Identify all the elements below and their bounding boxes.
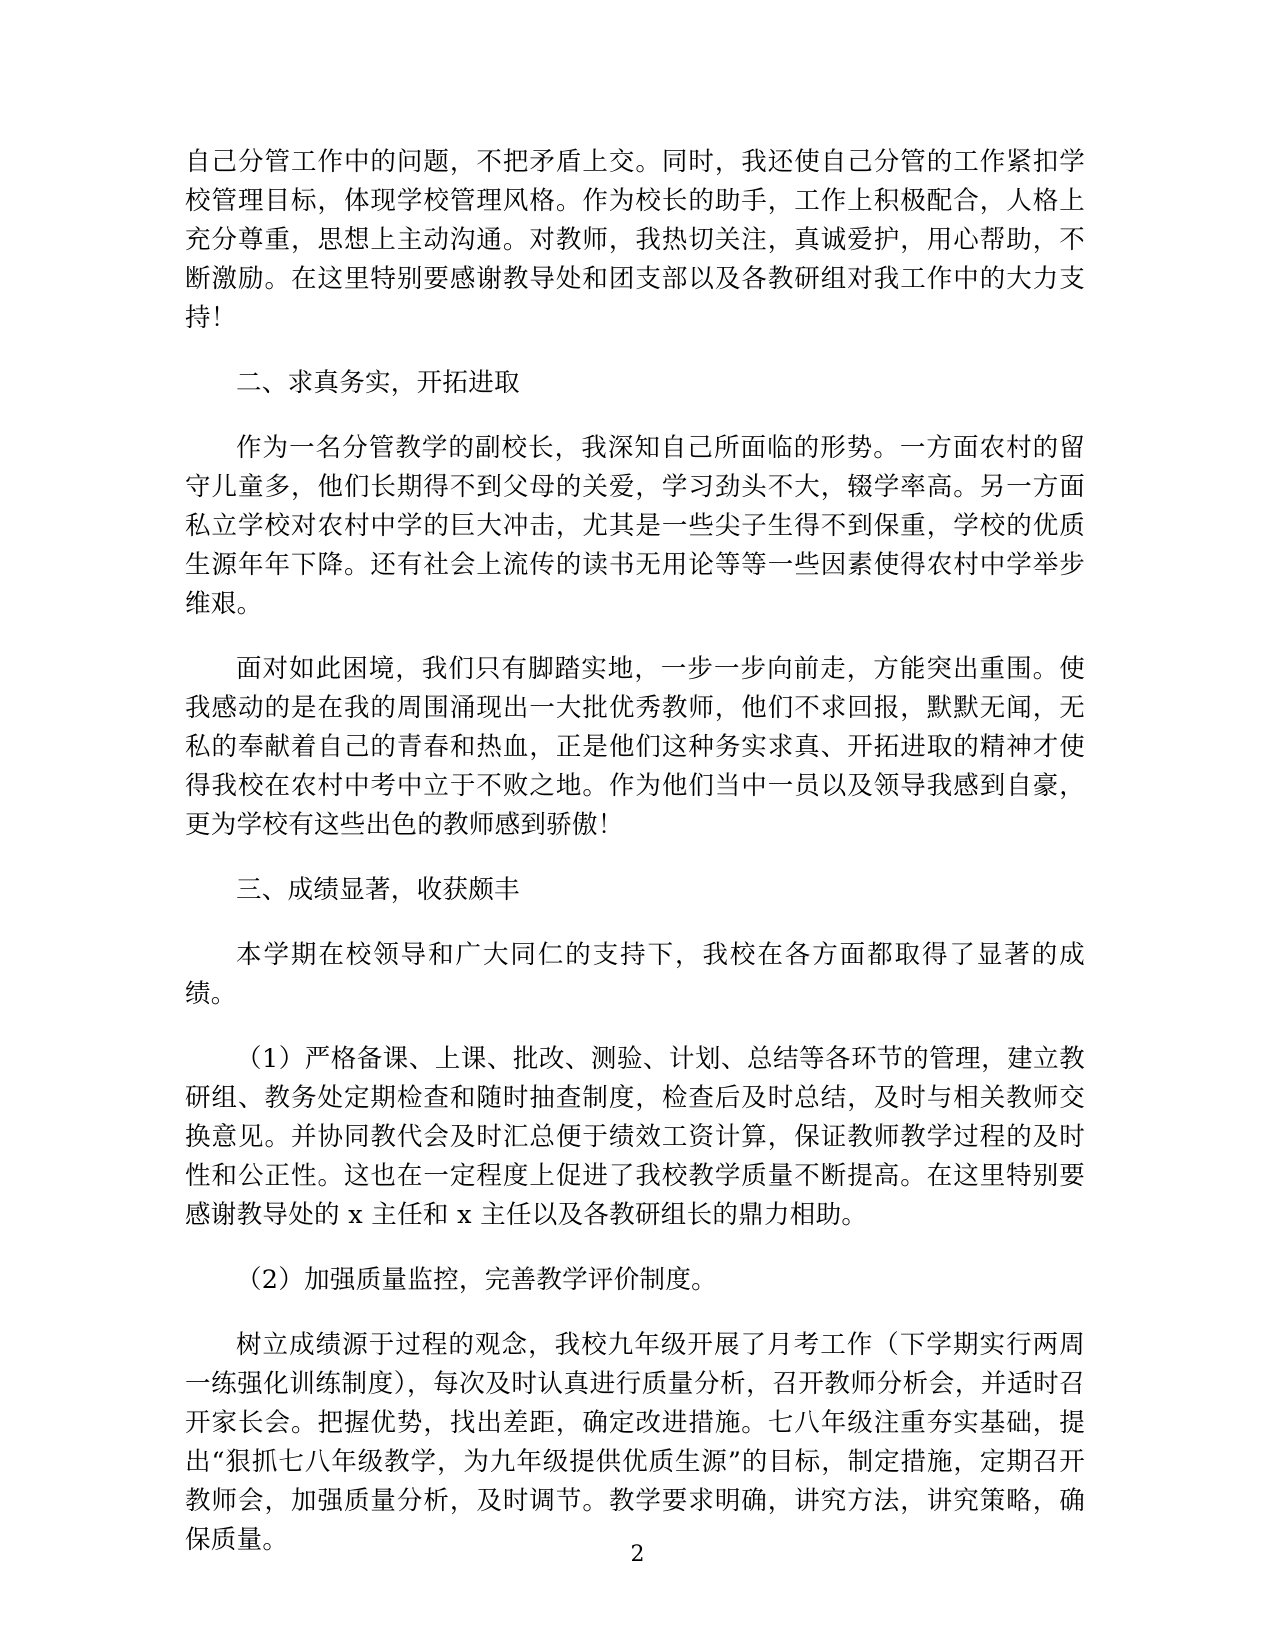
paragraph: 本学期在校领导和广大同仁的支持下，我校在各方面都取得了显著的成绩。 — [185, 940, 1085, 1009]
section-heading-3: 三、成绩显著，收获颇丰 — [236, 875, 520, 905]
paragraph: 面对如此困境，我们只有脚踏实地，一步一步向前走，方能突出重围。使我感动的是在我的周围涌现出一大批优秀教师，他们不求回报，默默无闻，无私的奉献着自己的青春和热血，正是他们这种务实求真、开拓进取的精神才使得我校在农村中考中立于不败之地。作为他们当中一员以及领导我感到自豪，更为学校有这些出色的教师感到骄傲！ — [185, 654, 1085, 840]
paragraph-item-1: （1）严格备课、上课、批改、测验、计划、总结等各环节的管理，建立教研组、教务处定期检查和随时抽查制度，检查后及时总结，及时与相关教师交换意见。并协同教代会及时汇总便于绩效工资计算，保证教师教学过程的及时性和公正性。这也在一定程度上促进了我校教学质量不断提高。在这里特别要感谢教导处的 x 主任和 x 主任以及各教研组长的鼎力相助。 — [185, 1044, 1085, 1230]
page-number: 2 — [630, 1542, 645, 1567]
paragraph: 作为一名分管教学的副校长，我深知自己所面临的形势。一方面农村的留守儿童多，他们长期得不到父母的关爱，学习劲头不大，辍学率高。另一方面私立学校对农村中学的巨大冲击，尤其是一些尖子生得不到保重，学校的优质生源年年下降。还有社会上流传的读书无用论等等一些因素使得农村中学举步维艰。 — [185, 433, 1085, 619]
section-heading-2: 二、求真务实，开拓进取 — [236, 368, 520, 398]
paragraph-continuation: 自己分管工作中的问题，不把矛盾上交。同时，我还使自己分管的工作紧扣学校管理目标，体现学校管理风格。作为校长的助手，工作上积极配合，人格上充分尊重，思想上主动沟通。对教师，我热切关注，真诚爱护，用心帮助，不断激励。在这里特别要感谢教导处和团支部以及各教研组对我工作中的大力支持！ — [185, 147, 1085, 333]
document-body — [185, 143, 1085, 1586]
paragraph: 树立成绩源于过程的观念，我校九年级开展了月考工作（下学期实行两周一练强化训练制度），每次及时认真进行质量分析，召开教师分析会，并适时召开家长会。把握优势，找出差距，确定改进措施。七八年级注重夯实基础，提出“狠抓七八年级教学，为九年级提供优质生源”的目标，制定措施，定期召开教师会，加强质量分析，及时调节。教学要求明确，讲究方法，讲究策略，确保质量。 — [185, 1330, 1085, 1555]
paragraph-item-2: （2）加强质量监控，完善教学评价制度。 — [236, 1265, 717, 1295]
